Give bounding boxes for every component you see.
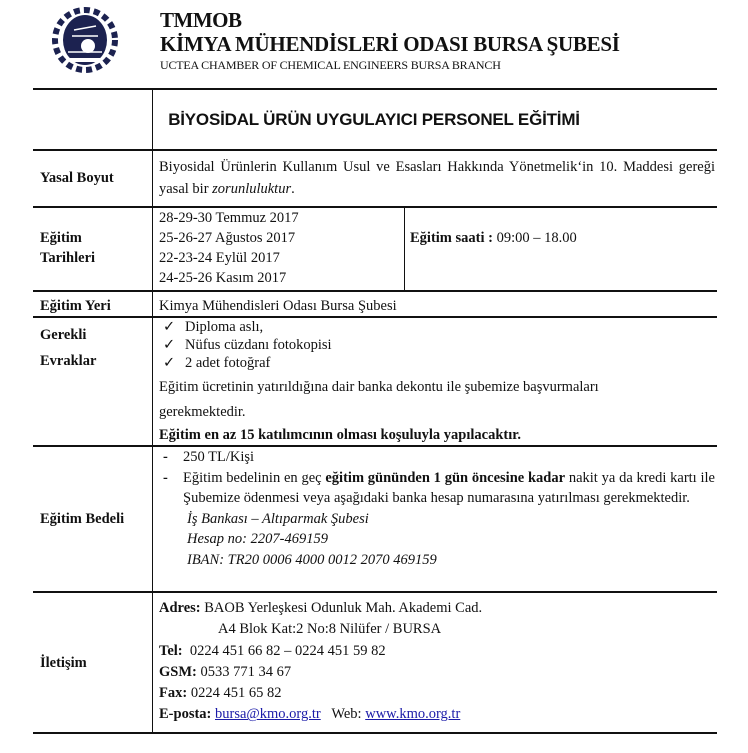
checkmark-icon: ✓: [163, 319, 176, 335]
training-hours: Eğitim saati : 09:00 – 18.00: [410, 230, 577, 246]
legal-text: Biyosidal Ürünlerin Kullanım Usul ve Esasları Hakkında Yönetmelik‘in 10. Maddesi gereği yasal bir zorunluluktur.: [159, 159, 715, 197]
row-label: Eğitim Yeri: [40, 298, 111, 314]
address: Adres: BAOB Yerleşkesi Odunluk Mah. Akademi Cad.: [159, 600, 483, 616]
date-item: 25-26-27 Ağustos 2017: [159, 230, 296, 246]
row-divider: [33, 206, 717, 208]
column-divider: [152, 88, 153, 734]
checkmark-icon: ✓: [163, 355, 176, 371]
row-label: Eğitim Bedeli: [40, 511, 125, 527]
document-item: ✓ Diploma aslı,: [159, 318, 332, 336]
column-divider: [404, 206, 405, 291]
header-divider: [33, 88, 717, 90]
table-border: [33, 149, 717, 151]
iban: IBAN: TR20 0006 4000 0012 2070 469159: [187, 551, 437, 568]
web-link[interactable]: www.kmo.org.tr: [365, 706, 461, 723]
row-label: Yasal Boyut: [40, 170, 114, 186]
gsm: GSM: 0533 771 34 67: [159, 663, 292, 680]
table-border: [33, 732, 717, 734]
application-note: Eğitim ücretinin yatırıldığına dair banka dekontu ile şubemize başvurmaları gerekmektedir.: [159, 379, 599, 420]
date-item: 24-25-26 Kasım 2017: [159, 270, 287, 286]
document-item: ✓ 2 adet fotoğraf: [159, 354, 332, 372]
fee-details: [159, 447, 715, 570]
row-divider: [33, 290, 717, 292]
participant-condition: Eğitim en az 15 katılımcının olması koşuluyla yapılacaktır.: [159, 427, 522, 443]
address-line-2: A4 Blok Kat:2 No:8 Nilüfer / BURSA: [218, 621, 442, 638]
contact-info: [159, 598, 482, 726]
date-item: 22-23-24 Eylül 2017: [159, 250, 280, 266]
bank-info: [159, 509, 715, 571]
kmo-logo: [52, 6, 118, 74]
fax: Fax: 0224 451 65 82: [159, 685, 282, 702]
checkmark-icon: ✓: [163, 337, 176, 353]
document-item: ✓ Nüfus cüzdanı fotokopisi: [159, 336, 332, 354]
document-title: BİYOSİDAL ÜRÜN UYGULAYICI PERSONEL EĞİTİMİ: [168, 110, 580, 129]
bank-name: İş Bankası – Altıparmak Şubesi: [187, 510, 369, 527]
account-number: Hesap no: 2207-469159: [187, 531, 328, 547]
email-web: E-posta: bursa@kmo.org.tr Web: www.kmo.org.tr: [159, 706, 461, 723]
row-label: Gerekli Evraklar: [40, 327, 97, 369]
payment-info: - Eğitim bedelinin en geç eğitim gününden 1 gün öncesine kadar nakit ya da kredi kartı ile Şubemize ödenmesi veya aşağıdaki banka hesap numarasına yatırılması gerekmektedir.: [163, 469, 715, 506]
row-label: İletişim: [40, 655, 87, 671]
fee-price: - 250 TL/Kişi: [163, 449, 255, 465]
training-location: Kimya Mühendisleri Odası Bursa Şubesi: [159, 298, 397, 314]
email-link[interactable]: bursa@kmo.org.tr: [215, 706, 321, 723]
row-label: Eğitim Tarihleri: [40, 230, 96, 266]
document-list: [159, 318, 332, 372]
date-item: 28-29-30 Temmuz 2017: [159, 210, 299, 226]
phone: Tel: 0224 451 66 82 – 0224 451 59 82: [159, 642, 386, 659]
org-short-name: TMMOB: [160, 8, 242, 32]
date-list: [159, 208, 299, 288]
org-name: KİMYA MÜHENDİSLERİ ODASI BURSA ŞUBESİ: [160, 32, 620, 56]
row-divider: [33, 591, 717, 593]
org-english-name: UCTEA CHAMBER OF CHEMICAL ENGINEERS BURSA BRANCH: [160, 58, 501, 72]
